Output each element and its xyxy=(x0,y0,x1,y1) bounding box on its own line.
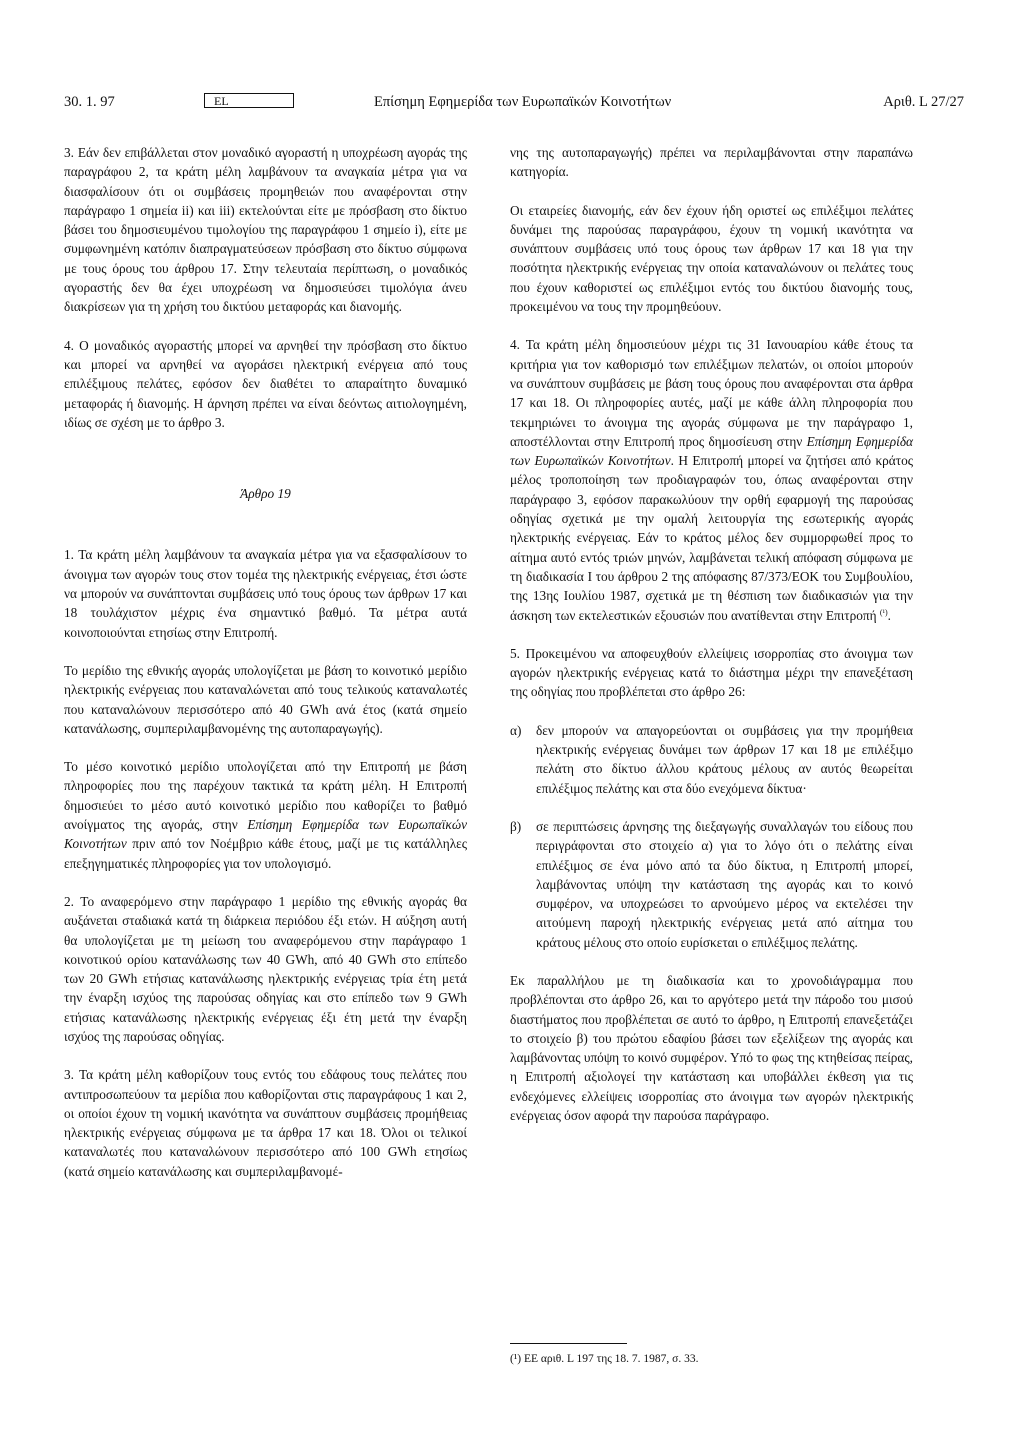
list-item-text: δεν μπορούν να απαγορεύονται οι συμβάσεις για την προμήθεια ηλεκτρικής ενέργειας δυνάμει των άρθρων 17 και 18 με επιλέξιμο πελάτη στο δίκτυο άλλου κράτους μέλους αν αυτός θεωρείται επιλέξιμος πελάτης και στα δύο ενεχόμενα δίκτυα· xyxy=(536,722,913,796)
journal-reference: Επίσημη Εφημερίδα των Ευρωπαϊκών Κοινοτήτων xyxy=(510,433,913,469)
list-item-label: α) xyxy=(510,722,522,738)
paragraph xyxy=(510,335,913,624)
footnote-reference: (¹) xyxy=(879,607,888,617)
paragraph-text: πριν από τον Νοέμβριο κάθε έτους, μαζί με τις κατάλληλες επεξηγηματικές πληροφορίες για τον υπολογισμό. xyxy=(64,836,467,871)
paragraph-text: . xyxy=(887,607,891,623)
list-item xyxy=(510,721,913,798)
paragraph xyxy=(64,757,467,873)
paragraph: 3. Εάν δεν επιβάλλεται στον μοναδικό αγοραστή η υποχρέωση αγοράς της παραγράφου 2, τα κράτη μέλη λαμβάνουν τα αναγκαία μέτρα για να διασφαλίσουν ότι οι συμβάσεις προμηθειών που αναφέρονται στην παράγραφο 1 σημεία ii) και iii) εκτελούνται είτε με πρόσβαση στο δίκτυο βάσει του δημοσιευμένου τιμολογίου της παραγράφου 1 σημείο i), είτε με συμφωνημένη κατόπιν διαπραγματεύσεων πρόσβαση στο δίκτυο σύμφωνα με τους όρους του άρθρου 17. Στην τελευταία περίπτωση, ο μοναδικός αγοραστής δεν θα έχει υποχρέωση να δημοσιεύσει τιμολόγια άνευ διακρίσεων για τη χρήση του δικτύου μεταφοράς και διανομής. xyxy=(64,145,467,315)
issue-reference: Αριθ. L 27/27 xyxy=(883,94,964,110)
paragraph: νης της αυτοπαραγωγής) πρέπει να περιλαμβάνονται στην παραπάνω κατηγορία. xyxy=(510,145,913,180)
list-item xyxy=(510,817,913,952)
publication-date: 30. 1. 97 xyxy=(64,94,115,110)
journal-reference: Επίσημη Εφημερίδα των Ευρωπαϊκών Κοινοτήτων xyxy=(64,817,467,852)
paragraph-text: 4. Τα κράτη μέλη δημοσιεύουν μέχρι τις 31 Ιανουαρίου κάθε έτους τα κριτήρια για τον καθορισμό των επιλέξιμων πελατών, οι οποίοι μπορούν να συνάπτουν συμβάσεις με βάση τους όρους που αναφέρονται στα άρθρα 17 και 18. Οι πληροφορίες αυτές, μαζί με κάθε άλλη πληροφορία που τεκμηριώνει το άνοιγμα της αγοράς σύμφωνα με την παράγραφο 1, αποστέλλονται στην Επιτροπή προς δημοσίευση στην xyxy=(510,337,913,449)
paragraph: 5. Προκειμένου να αποφευχθούν ελλείψεις ισορροπίας στο άνοιγμα των αγορών ηλεκτρικής ενέργειας κατά το διάστημα μέχρι την επανεξέταση της οδηγίας που προβλέπεται στο άρθρο 26: xyxy=(510,645,913,700)
language-code-box: EL xyxy=(204,93,294,108)
article-heading: Άρθρο 19 xyxy=(240,486,291,502)
paragraph: 3. Τα κράτη μέλη καθορίζουν τους εντός του εδάφους τους πελάτες που αντιπροσωπεύουν τα μερίδια που καθορίζονται στις παραγράφους 1 και 2, οι οποίοι έχουν τη νομική ικανότητα να συνάπτουν συμβάσεις προμήθειας ηλεκτρικής ενέργειας σύμφωνα με τα άρθρα 17 και 18. Όλοι οι τελικοί καταναλωτές που καταναλώνουν περισσότερο από 100 GWh ετησίως (κατά σημείο κατανάλωσης και συμπεριλαμβανομέ- xyxy=(64,1067,467,1179)
paragraph: Το μερίδιο της εθνικής αγοράς υπολογίζεται με βάση το κοινοτικό μερίδιο ηλεκτρικής ενέργειας που καταναλώνεται από τους τελικούς καταναλωτές που καταναλώνουν περισσότερο από 40 GWh ανά έτος (κατά σημείο κατανάλωσης, συμπεριλαμβανομένης της αυτοπαραγωγής). xyxy=(64,662,467,736)
paragraph: Οι εταιρείες διανομής, εάν δεν έχουν ήδη οριστεί ως επιλέξιμοι πελάτες δυνάμει της παρούσας παραγράφου, έχουν τη νομική ικανότητα να συνάπτουν συμβάσεις υπό τους όρους των άρθρων 17 και 18 για την ποσότητα ηλεκτρικής ενέργειας την οποία καταναλώνουν οι πελάτες τους που έχουν καθοριστεί ως επιλέξιμοι εντός του δικτύου διανομής τους, προκειμένου να τους την προμηθεύουν. xyxy=(510,202,913,315)
footnote xyxy=(510,1352,913,1366)
list-item-label: β) xyxy=(510,818,522,834)
left-column xyxy=(64,143,467,1181)
list-item-text: σε περιπτώσεις άρνησης της διεξαγωγής συναλλαγών του είδους που περιγράφονται στο στοιχείο α) για το λόγο ότι ο πελάτης είναι επιλέξιμος σε ένα μόνο από τα δύο δίκτυα, η Επιτροπή μπορεί, λαμβάνοντας υπόψη την κατάσταση της αγοράς και το κοινό συμφέρον, να υποχρεώσει το αρνούμενο μέρος να εκτελέσει την αιτούμενη παροχή ηλεκτρικής ενέργειας μετά από αίτημα του κράτους μέλους στο οποίο ευρίσκεται ο επιλέξιμος πελάτης. xyxy=(536,818,913,950)
paragraph: 1. Τα κράτη μέλη λαμβάνουν τα αναγκαία μέτρα για να εξασφαλίσουν το άνοιγμα των αγορών τους στον τομέα της ηλεκτρικής ενέργειας, έτσι ώστε να μπορούν να συνάπτονται συμβάσεις υπό τους όρους των άρθρων 17 και 18 τουλάχιστον μέχρις ένα σημαντικό βαθμό. Τα μέτρα αυτά κοινοποιούνται ετησίως στην Επιτροπή. xyxy=(64,547,467,640)
paragraph-text: . Η Επιτροπή μπορεί να ζητήσει από κράτος μέλος τροποποίηση των προδιαγραφών του, όπως αναφέρονται στην παράγραφο 3, εφόσον παρακωλύουν την ορθή εφαρμογή της παρούσας οδηγίας σχετικά με την ομαλή λειτουργία της εσωτερικής αγοράς ηλεκτρικής ενέργειας. Εάν το κράτος μέλος δεν συμμορφωθεί προς το αίτημα αυτό εντός τριών μηνών, λαμβάνεται τελική απόφαση σύμφωνα με τη διαδικασία I του άρθρου 2 της απόφασης 87/373/ΕΟΚ του Συμβουλίου, της 13ης Ιουλίου 1987, σχετικά με τη θέσπιση των διαδικασιών για την άσκηση των εκτελεστικών εξουσιών που ανατίθενται στην Επιτροπή xyxy=(510,453,914,623)
paragraph: 4. Ο μοναδικός αγοραστής μπορεί να αρνηθεί την πρόσβαση στο δίκτυο και μπορεί να αρνηθεί να αγοράσει ηλεκτρική ενέργεια από τους επιλέξιμους πελάτες, εφόσον δεν διαθέτει το απαραίτητο δυναμικό μεταφοράς ή διανομής. Η άρνηση πρέπει να είναι δεόντως αιτιολογημένη, ιδίως σε σχέση με το άρθρο 3. xyxy=(64,337,467,430)
page-header xyxy=(64,91,964,113)
footnote-divider xyxy=(510,1343,627,1344)
footnote-mark: (¹) xyxy=(510,1353,522,1365)
paragraph: 2. Το αναφερόμενο στην παράγραφο 1 μερίδιο της εθνικής αγοράς θα αυξάνεται σταδιακά κατά τη διάρκεια περιόδου έξι ετών. Η αύξηση αυτή θα υπολογίζεται με τη μείωση του αναφερόμενου στην παράγραφο 1 κοινοτικού ορίου κατανάλωσης των 40 GWh, από 40 GWh στο επίπεδο των 20 GWh ετήσιας κατανάλωσης ηλεκτρικής ενέργειας τρία έτη μετά την έναρξη ισχύος της παρούσας οδηγίας και στο επίπεδο των 9 GWh ετήσιας κατανάλωσης ηλεκτρικής ενέργειας έξι έτη μετά την έναρξη ισχύος της παρούσας οδηγίας. xyxy=(64,893,467,1044)
paragraph-text: Το μέσο κοινοτικό μερίδιο υπολογίζεται από την Επιτροπή με βάση πληροφορίες που της παρέχουν τακτικά τα κράτη μέλη. Η Επιτροπή δημοσιεύει το μέσο αυτό κοινοτικό μερίδιο που καθορίζει το βαθμό ανοίγματος της αγοράς, στην xyxy=(64,759,467,833)
paragraph: Εκ παραλλήλου με τη διαδικασία και το χρονοδιάγραμμα που προβλέπονται στο άρθρο 26, και το αργότερο μετά την πάροδο του μισού διαστήματος που προβλέπεται σε αυτό το άρθρο, η Επιτροπή επανεξετάζει το στοιχείο β) του πρώτου εδαφίου βάσει των εξελίξεων της αγοράς και λαμβάνοντας υπόψη το κοινό συμφέρον. Υπό το φως της κτηθείσας πείρας, η Επιτροπή αξιολογεί την κατάσταση και υποβάλλει έκθεση για τις ενδεχόμενες ελλείψεις ισορροπίας στο άνοιγμα των αγορών ηλεκτρικής ενέργειας όσον αφορά την παρούσα παράγραφο. xyxy=(510,972,913,1124)
footnote-text: ΕΕ αριθ. L 197 της 18. 7. 1987, σ. 33. xyxy=(521,1353,699,1365)
right-column xyxy=(510,143,913,1125)
journal-title: Επίσημη Εφημερίδα των Ευρωπαϊκών Κοινοτήτων xyxy=(374,94,672,110)
